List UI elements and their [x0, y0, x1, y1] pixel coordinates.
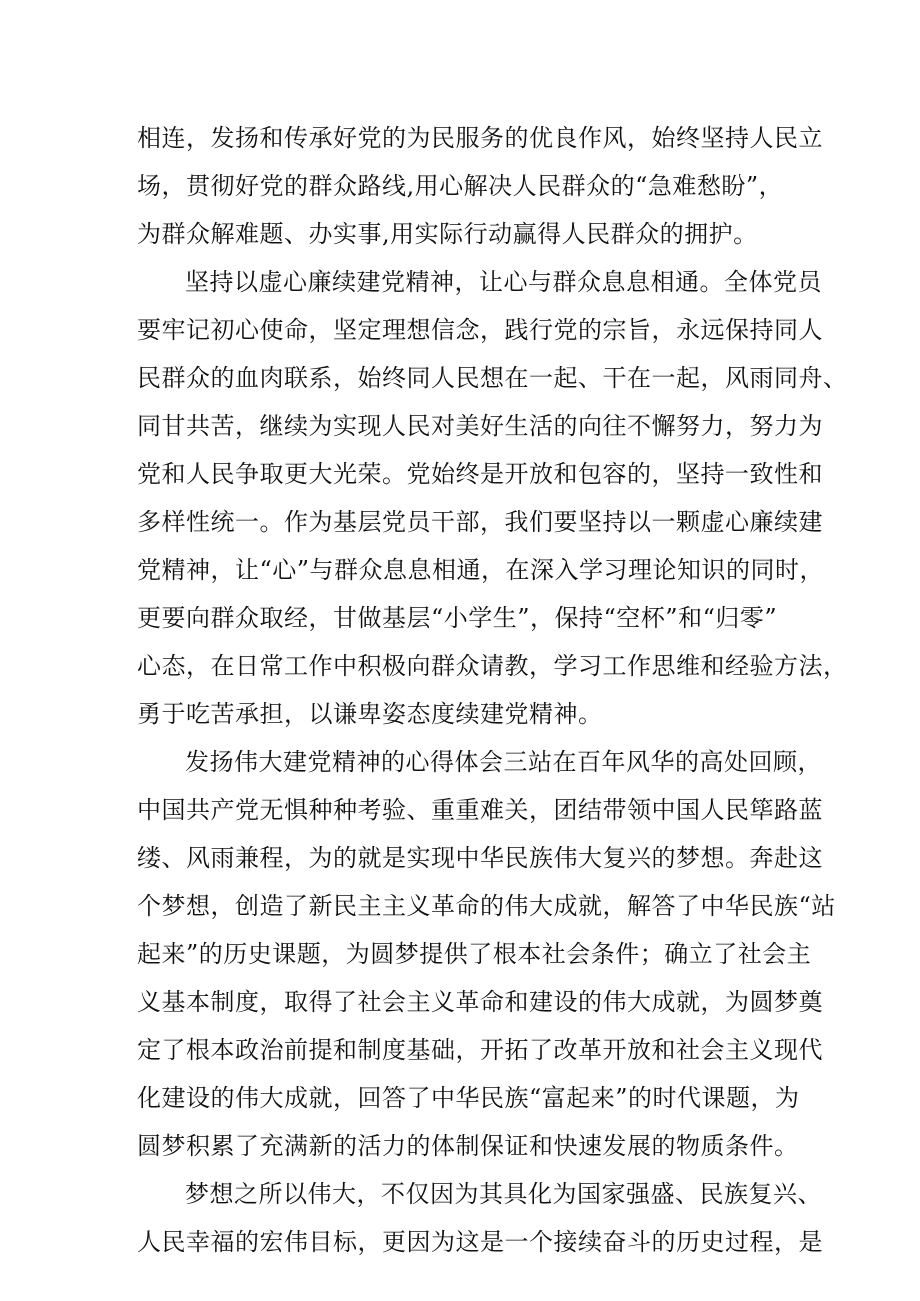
text-line: 相连，发扬和传承好党的为民服务的优良作风，始终坚持人民立 — [137, 124, 823, 152]
paragraph-3 — [137, 738, 836, 1170]
text-line: 心态，在日常工作中积极向群众请教，学习工作思维和经验方法， — [137, 652, 848, 680]
text-line: 多样性统一。作为基层党员干部，我们要坚持以一颗虚心廉续建 — [137, 508, 823, 536]
text-line: 缕、风雨兼程，为的就是实现中华民族伟大复兴的梦想。奔赴这 — [137, 844, 823, 872]
text-line: 要牢记初心使命，坚定理想信念，践行党的宗旨，永远保持同人 — [137, 316, 823, 344]
text-line: 梦想之所以伟大，不仅因为其具化为国家强盛、民族复兴、 — [185, 1180, 822, 1208]
paragraph-4 — [137, 1170, 823, 1266]
text-line: 定了根本政治前提和制度基础，开拓了改革开放和社会主义现代 — [137, 1036, 823, 1064]
text-line: 中国共产党无惧种种考验、重重难关，团结带领中国人民筚路蓝 — [137, 796, 823, 824]
text-line: 个梦想，创造了新民主主义革命的伟大成就，解答了中华民族“站 — [137, 892, 836, 920]
text-line: 发扬伟大建党精神的心得体会三站在百年风华的高处回顾， — [185, 748, 822, 776]
text-line: 起来”的历史课题，为圆梦提供了根本社会条件；确立了社会主 — [137, 940, 812, 968]
text-line: 党和人民争取更大光荣。党始终是开放和包容的，坚持一致性和 — [137, 460, 823, 488]
text-line: 圆梦积累了充满新的活力的体制保证和快速发展的物质条件。 — [137, 1132, 799, 1160]
text-line: 更要向群众取经，甘做基层“小学生”，保持“空杯”和“归零” — [137, 604, 778, 632]
text-line: 化建设的伟大成就，回答了中华民族“富起来”的时代课题，为 — [137, 1084, 800, 1112]
paragraph-2 — [137, 258, 848, 738]
text-line: 党精神，让“心”与群众息息相通，在深入学习理论知识的同时， — [137, 556, 825, 584]
text-line: 人民幸福的宏伟目标，更因为这是一个接续奋斗的历史过程，是 — [137, 1228, 823, 1256]
paragraph-1 — [137, 114, 823, 258]
document-body — [137, 114, 848, 1266]
text-line: 民群众的血肉联系，始终同人民想在一起、干在一起，风雨同舟、 — [137, 364, 848, 392]
text-line: 为群众解难题、办实事,用实际行动赢得人民群众的拥护。 — [137, 220, 758, 248]
text-line: 坚持以虚心廉续建党精神，让心与群众息息相通。全体党员 — [185, 268, 822, 296]
text-line: 场，贯彻好党的群众路线,用心解决人民群众的“急难愁盼”， — [137, 172, 784, 200]
text-line: 同甘共苦，继续为实现人民对美好生活的向往不懈努力，努力为 — [137, 412, 823, 440]
text-line: 义基本制度，取得了社会主义革命和建设的伟大成就，为圆梦奠 — [137, 988, 823, 1016]
text-line: 勇于吃苦承担，以谦卑姿态度续建党精神。 — [137, 700, 603, 728]
